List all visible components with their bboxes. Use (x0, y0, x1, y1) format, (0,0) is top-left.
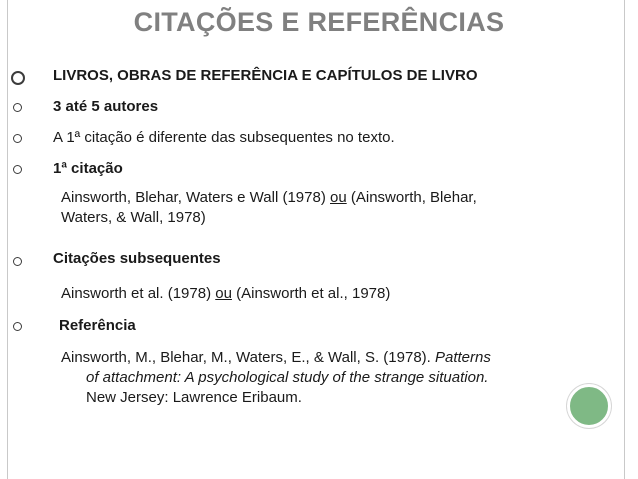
bullet-circle-icon (13, 257, 22, 266)
bullet-circle-icon (13, 134, 22, 143)
reference-title-italic: Patterns (435, 349, 491, 366)
list-item-authors: 3 até 5 autores (53, 98, 159, 115)
bullet-circle-icon (11, 71, 25, 85)
reference-line-2: of attachment: A psychological study of the strange situation. (86, 369, 489, 386)
bullet-circle-icon (13, 165, 22, 174)
bullet-circle-icon (13, 103, 22, 112)
list-item-reference: Referência (59, 317, 136, 334)
list-item-first-citation-note: A 1ª citação é diferente das subsequentes no texto. (53, 129, 395, 146)
example-text: (Ainsworth et al., 1978) (231, 285, 391, 302)
bullet-circle-icon (13, 322, 22, 331)
reference-line-3: New Jersey: Lawrence Eribaum. (86, 389, 302, 406)
right-border-line (624, 0, 625, 479)
example-text: Ainsworth et al. (1978) (61, 285, 216, 302)
first-citation-line-1 (61, 188, 581, 208)
first-citation-line-2: Waters, & Wall, 1978) (61, 209, 206, 226)
first-citation-example (61, 188, 581, 228)
section-heading: LIVROS, OBRAS DE REFERÊNCIA E CAPÍTULOS DE LIVRO (53, 67, 478, 84)
subsequent-citation-example (61, 284, 581, 304)
example-text: Ainsworth, Blehar, Waters e Wall (1978) (61, 189, 330, 206)
list-item-first-citation: 1ª citação (53, 160, 123, 177)
left-border-line (7, 0, 8, 479)
or-underlined: ou (330, 189, 347, 206)
slide-title: CITAÇÕES E REFERÊNCIAS (133, 7, 505, 37)
list-item-subsequent-citations: Citações subsequentes (53, 250, 221, 267)
reference-line-1 (61, 348, 581, 368)
or-underlined: ou (215, 285, 232, 302)
reference-text: Ainsworth, M., Blehar, M., Waters, E., & Wall, S. (1978). (61, 349, 435, 366)
reference-entry (61, 348, 581, 408)
example-text: (Ainsworth, Blehar, (346, 189, 477, 206)
green-circle-decoration (567, 384, 611, 428)
